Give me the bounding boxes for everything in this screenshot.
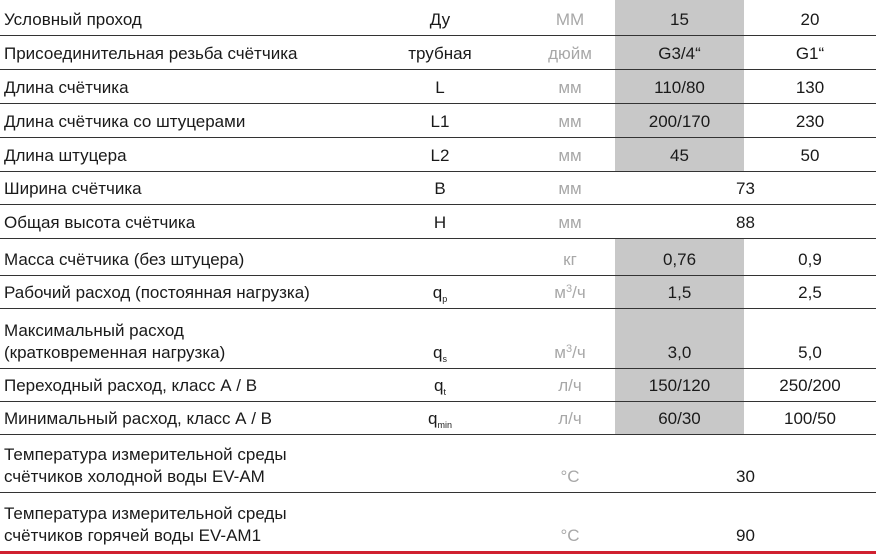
- value-dn15: 150/120: [615, 368, 744, 401]
- param-symbol: [355, 492, 525, 552]
- value-dn20: 100/50: [784, 408, 836, 428]
- value-dn20: 130: [795, 77, 825, 97]
- value-common: 90: [736, 525, 755, 545]
- table-row: [0, 69, 876, 103]
- value-dn20: 5,0: [798, 342, 822, 362]
- param-name: Ширина счётчика: [4, 178, 142, 198]
- param-unit: °C: [560, 466, 580, 486]
- param-symbol: $q_p$: [432, 282, 448, 304]
- value-common: 73: [736, 178, 755, 198]
- value-dn20: G1“: [795, 43, 825, 63]
- param-symbol: L: [435, 77, 445, 97]
- param-name: Длина счётчика со штуцерами: [4, 111, 246, 131]
- param-symbol: Ду: [429, 9, 451, 29]
- value-dn20: 230: [795, 111, 825, 131]
- param-unit: л/ч: [558, 408, 582, 428]
- table-row: [0, 368, 876, 401]
- value-common: 88: [736, 212, 755, 232]
- param-name: Температура измерительной среды счётчиков горячей воды EV-AM1: [4, 503, 287, 545]
- param-unit: мм: [558, 111, 582, 131]
- param-symbol: трубная: [408, 43, 472, 63]
- param-symbol: $q_t$: [434, 375, 446, 397]
- value-dn20: 2,5: [798, 282, 822, 302]
- param-unit: мм: [558, 178, 582, 198]
- table-row: [0, 35, 876, 69]
- value-dn15: 15: [615, 0, 744, 35]
- param-name: Общая высота счётчика: [4, 212, 196, 232]
- table-row: [0, 238, 876, 275]
- param-unit: кг: [563, 249, 577, 269]
- value-dn20: 250/200: [779, 375, 841, 395]
- value-dn20: 20: [800, 9, 820, 29]
- table-row: [0, 137, 876, 171]
- param-unit: $м^3/ч$: [554, 342, 586, 362]
- table-row: [0, 275, 876, 308]
- param-symbol: L2: [430, 145, 450, 165]
- param-symbol: B: [434, 178, 446, 198]
- value-dn15: 200/170: [615, 103, 744, 137]
- param-unit: °C: [560, 525, 580, 545]
- table-row: [0, 401, 876, 434]
- param-symbol: H: [433, 212, 447, 232]
- param-symbol: $q_{min}$: [428, 408, 452, 430]
- table-row: [0, 308, 876, 368]
- param-name: Минимальный расход, класс А / В: [4, 408, 273, 428]
- param-unit: дюйм: [548, 43, 592, 63]
- value-dn15: 1,5: [615, 275, 744, 308]
- param-unit: л/ч: [558, 375, 582, 395]
- param-symbol: [355, 238, 525, 275]
- value-dn15: G3/4“: [615, 35, 744, 69]
- param-name: Переходный расход, класс А / В: [4, 375, 258, 395]
- param-name: Присоединительная резьба счётчика: [4, 43, 298, 63]
- param-unit: мм: [558, 77, 582, 97]
- param-name: Длина штуцера: [4, 145, 127, 165]
- param-name: Масса счётчика (без штуцера): [4, 249, 245, 269]
- value-dn15: 60/30: [615, 401, 744, 434]
- param-name: Рабочий расход (постоянная нагрузка): [4, 282, 310, 302]
- table-row: [0, 171, 876, 204]
- value-dn20: 0,9: [798, 249, 822, 269]
- param-symbol: L1: [430, 111, 450, 131]
- param-unit: $м^3/ч$: [554, 282, 586, 302]
- table-row: [0, 0, 876, 35]
- value-dn15: 3,0: [615, 308, 744, 368]
- param-unit: мм: [558, 145, 582, 165]
- table-row: [0, 434, 876, 492]
- param-name: Длина счётчика: [4, 77, 129, 97]
- table-row: [0, 492, 876, 552]
- param-name: Условный проход: [4, 9, 142, 29]
- table-row: [0, 103, 876, 137]
- param-symbol: $q_s$: [433, 342, 447, 364]
- value-dn15: 110/80: [615, 69, 744, 103]
- param-unit: ММ: [555, 9, 585, 29]
- param-symbol: [355, 434, 525, 492]
- table-row: [0, 204, 876, 238]
- value-dn15: 0,76: [615, 238, 744, 275]
- value-dn15: 45: [615, 137, 744, 171]
- param-name: Максимальный расход (кратковременная нагрузка): [4, 320, 226, 362]
- param-unit: мм: [558, 212, 582, 232]
- value-dn20: 50: [800, 145, 820, 165]
- param-name: Температура измерительной среды счётчиков холодной воды EV-AM: [4, 444, 287, 486]
- value-common: 30: [736, 466, 755, 486]
